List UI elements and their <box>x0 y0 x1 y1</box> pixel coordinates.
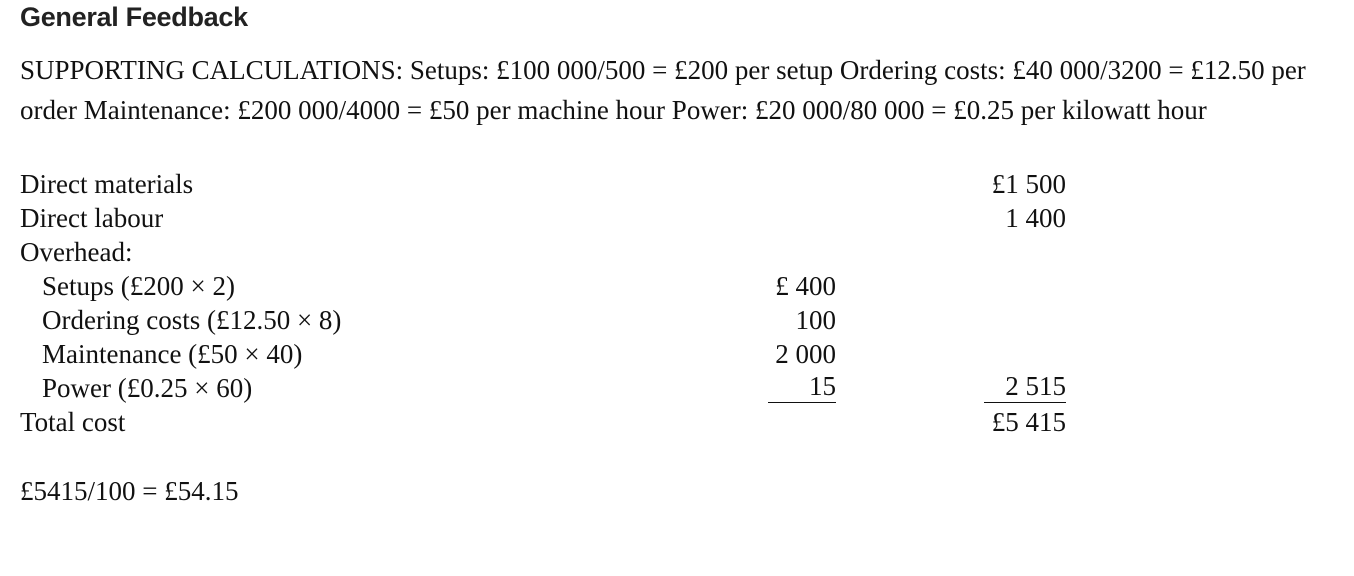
row-amount: £1 500 <box>991 169 1066 199</box>
row-amount: 1 400 <box>1005 203 1066 233</box>
row-sub-amount: £ 400 <box>775 271 836 301</box>
cost-row-direct-labour <box>20 201 1120 235</box>
unit-cost-calculation: £5415/100 = £54.15 <box>20 476 239 506</box>
row-sub-amount: 2 000 <box>775 339 836 369</box>
row-amount: £5 415 <box>991 407 1066 437</box>
row-label: Power (£0.25 × 60) <box>42 373 253 403</box>
cost-row-overhead <box>20 235 1120 269</box>
row-sub-amount: 15 <box>768 371 836 403</box>
row-label: Maintenance (£50 × 40) <box>42 339 303 369</box>
row-label: Direct labour <box>20 203 164 233</box>
supporting-calculations-text: SUPPORTING CALCULATIONS: Setups: £100 000/500 = £200 per setup Ordering costs: £40 000/3200 = £12.50 per order Maintenance: £200 000/4000 = £50 per machine hour Power: £20 000/80 000 = £0.25 per kilowatt hour <box>20 55 1306 125</box>
row-sub-amount: 100 <box>795 305 836 335</box>
cost-row-setups <box>20 269 1120 303</box>
row-label: Overhead: <box>20 237 133 267</box>
row-label: Direct materials <box>20 169 194 199</box>
general-feedback-heading: General Feedback <box>20 2 248 32</box>
cost-row-ordering-costs <box>20 303 1120 337</box>
cost-row-power <box>20 371 1120 405</box>
row-label: Setups (£200 × 2) <box>42 271 235 301</box>
row-label: Ordering costs (£12.50 × 8) <box>42 305 342 335</box>
cost-row-direct-materials <box>20 167 1120 201</box>
row-label: Total cost <box>20 407 126 437</box>
cost-row-maintenance <box>20 337 1120 371</box>
cost-row-total-cost <box>20 405 1120 439</box>
row-amount: 2 515 <box>984 371 1066 403</box>
